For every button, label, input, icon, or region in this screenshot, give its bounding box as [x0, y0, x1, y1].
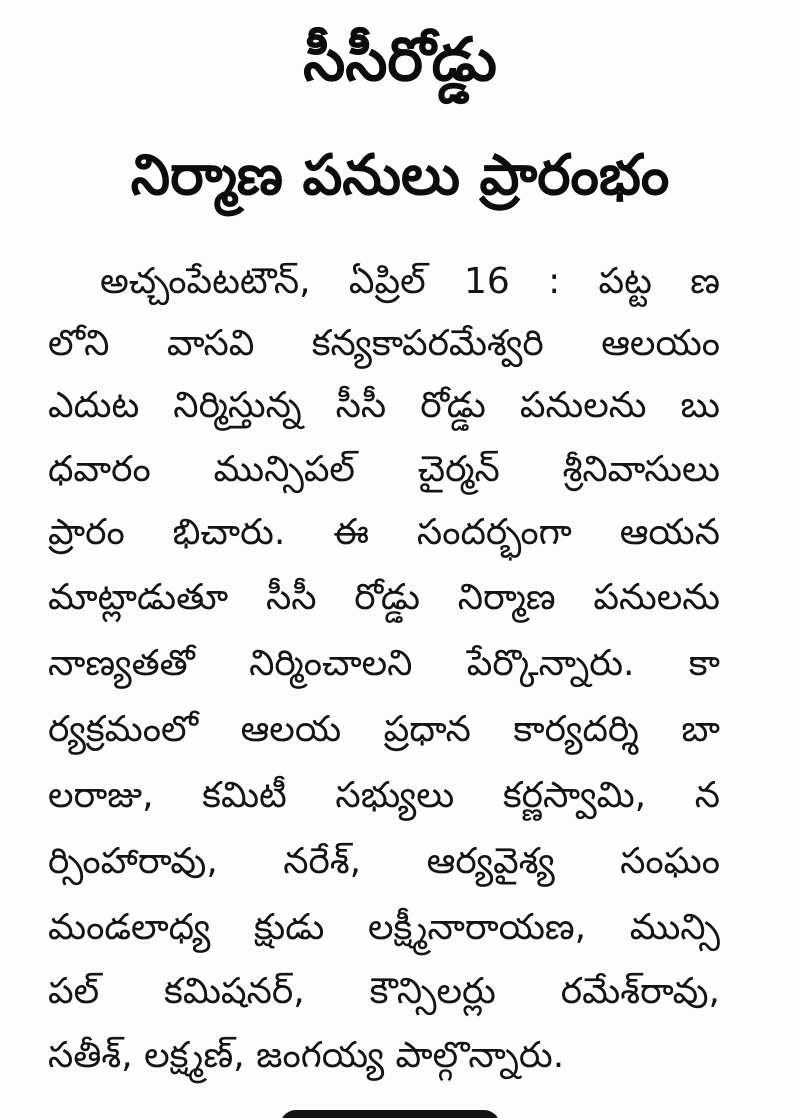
- body-line-dateline: అచ్చంపేటటౌన్, ఏప్రిల్ 16 : పట్ట ణ: [100, 261, 720, 302]
- body-line: ఎదుట నిర్మిస్తున్న సీసీ రోడ్డు పనులను బు: [48, 385, 720, 426]
- headline-line-1: సీసీరోడ్డు: [303, 25, 497, 95]
- body-line: లోని వాసవి కన్యకాపరమేశ్వరి ఆలయం: [48, 323, 720, 364]
- body-line: ప్రారం భిచారు. ఈ సందర్భంగా ఆయన: [48, 512, 720, 553]
- body-line: ర్యక్రమంలో ఆలయ ప్రధాన కార్యదర్శి బా: [48, 709, 720, 750]
- body-line: ర్సింహారావు, నరేశ్, ఆర్యవైశ్య సంఘం: [48, 841, 720, 882]
- body-line: లరాజు, కమిటీ సభ్యులు కర్ణస్వామి, న: [48, 775, 720, 816]
- body-line: మాట్లాడుతూ సీసీ రోడ్డు నిర్మాణ పనులను: [48, 577, 720, 618]
- body-line: నాణ్యతతో నిర్మించాలని పేర్కొన్నారు. కా: [48, 643, 720, 684]
- body-line: పల్ కమిషనర్, కౌన్సిలర్లు రమేశ్‌రావు,: [48, 971, 720, 1012]
- headline-line-2: నిర్మాణ పనులు ప్రారంభం: [130, 143, 670, 208]
- body-line: మండలాధ్య క్షుడు లక్ష్మీనారాయణ, మున్సి: [48, 907, 720, 948]
- next-article-heading-fragment: [280, 1100, 500, 1118]
- body-line-final: సతీశ్, లక్ష్మణ్, జంగయ్య పాల్గొన్నారు.: [48, 1035, 565, 1076]
- body-line: ధవారం మున్సిపల్ చైర్మన్ శ్రీనివాసులు: [48, 449, 720, 490]
